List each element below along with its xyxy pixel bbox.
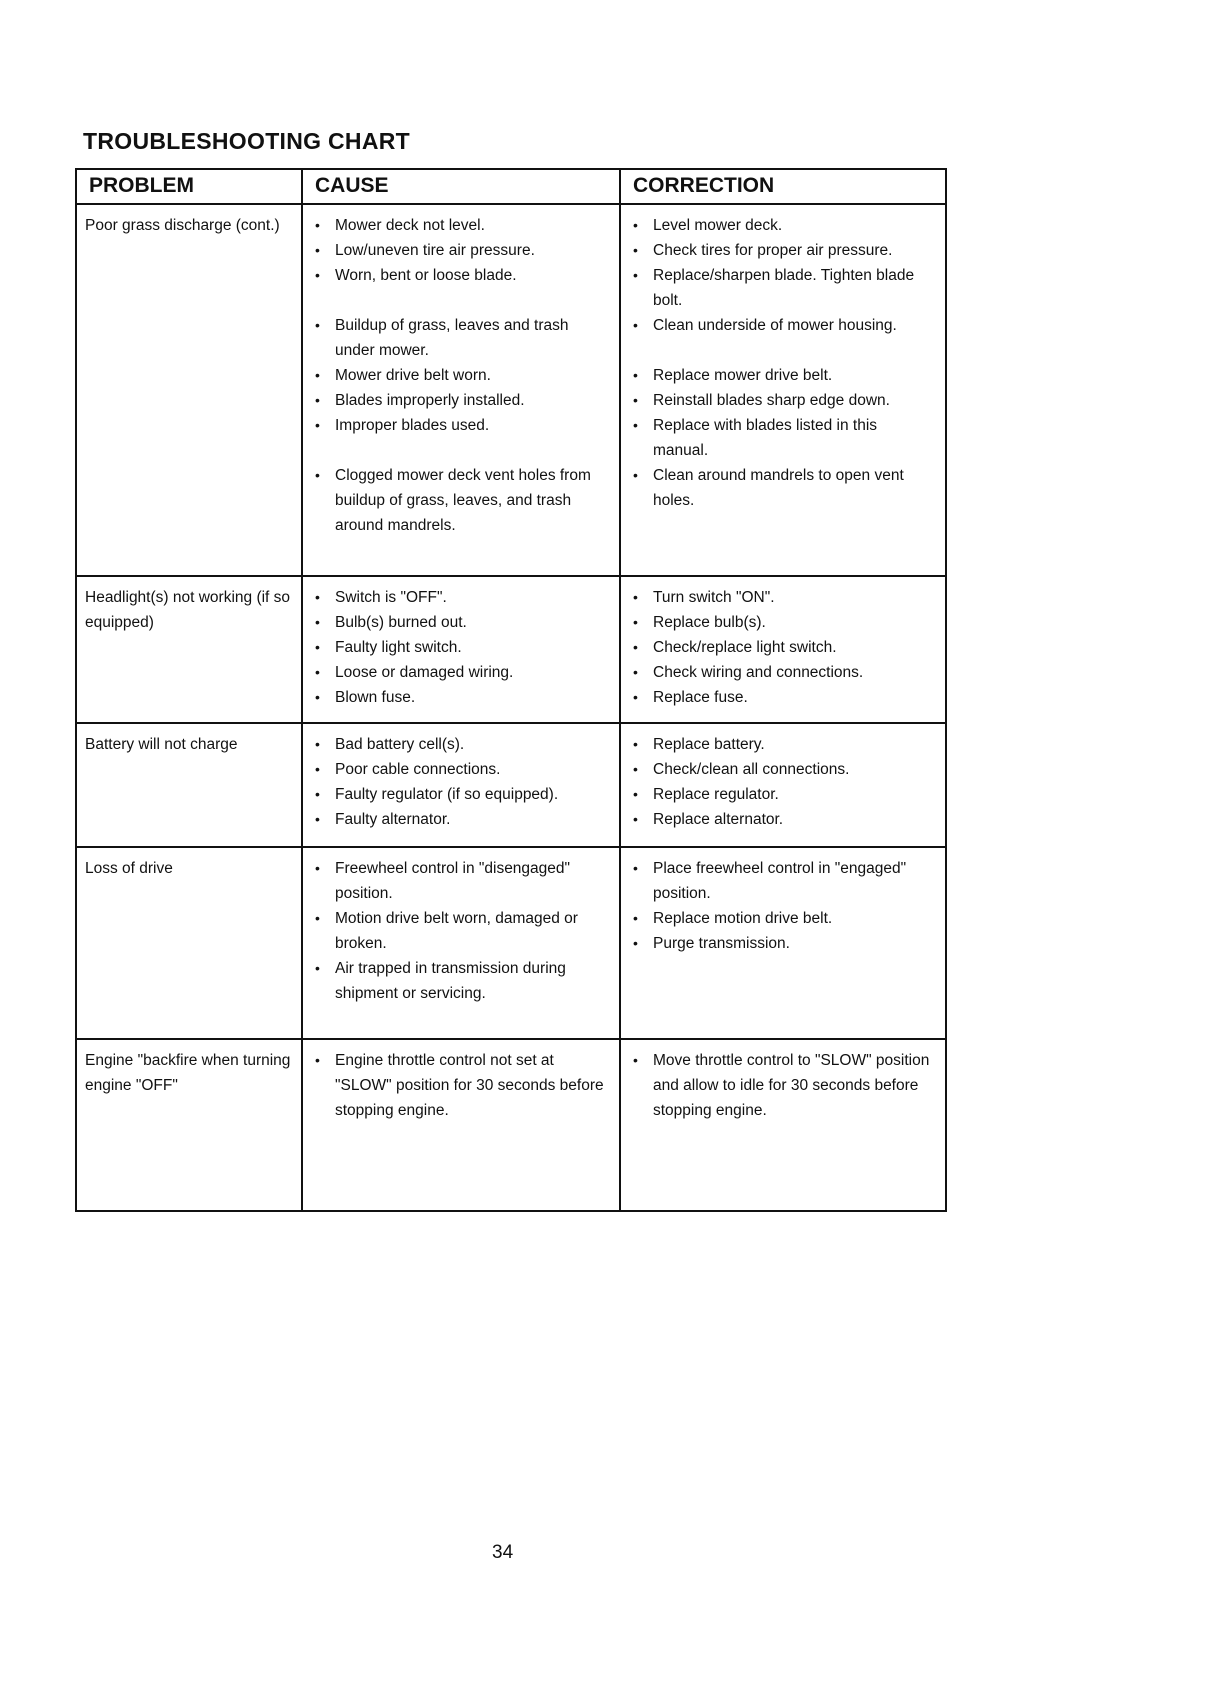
correction-item: • Clean around mandrels to open vent holes. [627,463,935,513]
table-row [76,723,946,847]
correction-item: • Reinstall blades sharp edge down. [627,388,935,413]
problem-cell [76,204,302,576]
page-title: TROUBLESHOOTING CHART [83,128,411,154]
problem-text: Engine "backfire when turning engine "OFF" [85,1052,291,1094]
correction-item: • Purge transmission. [627,931,935,956]
table-row [76,1039,946,1211]
correction-cell [620,204,946,576]
correction-item: • Replace with blades listed in this manual. [627,413,935,463]
cause-item: • Bulb(s) burned out. [309,610,609,635]
cause-item: • Poor cable connections. [309,757,609,782]
correction-item: • Check tires for proper air pressure. [627,238,935,263]
correction-item: • Replace/sharpen blade. Tighten blade bolt. [627,263,935,313]
correction-cell [620,1039,946,1211]
problem-text: Loss of drive [85,860,173,877]
problem-text: Headlight(s) not working (if so equipped) [85,589,291,631]
cause-item: • Switch is "OFF". [309,585,609,610]
cause-cell [302,204,620,576]
cause-item: • Engine throttle control not set at "SLOW" position for 30 seconds before stopping engine. [309,1048,609,1123]
cause-item: • Worn, bent or loose blade. [309,263,609,288]
cause-item: • Faulty regulator (if so equipped). [309,782,609,807]
correction-item: • Turn switch "ON". [627,585,935,610]
cause-item: • Mower drive belt worn. [309,363,609,388]
cause-cell [302,723,620,847]
page-number: 34 [492,1542,514,1563]
correction-item: • Level mower deck. [627,213,935,238]
problem-cell [76,576,302,723]
cause-item: • Clogged mower deck vent holes from buildup of grass, leaves, and trash around mandrels. [309,463,609,538]
cause-item: • Improper blades used. [309,413,609,438]
cause-item: • Mower deck not level. [309,213,609,238]
troubleshooting-table [75,168,947,1212]
correction-item: • Replace bulb(s). [627,610,935,635]
correction-cell [620,847,946,1039]
table-row [76,576,946,723]
correction-item: • Replace alternator. [627,807,935,832]
spacer [627,338,935,363]
cause-item: • Low/uneven tire air pressure. [309,238,609,263]
problem-header: PROBLEM [76,169,302,204]
cause-item: • Air trapped in transmission during shipment or servicing. [309,956,609,1006]
correction-item: • Replace mower drive belt. [627,363,935,388]
cause-cell [302,847,620,1039]
cause-item: • Bad battery cell(s). [309,732,609,757]
table-row [76,847,946,1039]
correction-header: CORRECTION [620,169,946,204]
problem-text: Battery will not charge [85,736,238,753]
correction-item: • Check/clean all connections. [627,757,935,782]
correction-item: • Check wiring and connections. [627,660,935,685]
correction-item: • Clean underside of mower housing. [627,313,935,338]
cause-item: • Freewheel control in "disengaged" position. [309,856,609,906]
problem-cell [76,1039,302,1211]
cause-item: • Blown fuse. [309,685,609,710]
spacer [309,438,609,463]
cause-item: • Loose or damaged wiring. [309,660,609,685]
correction-item: • Replace regulator. [627,782,935,807]
cause-item: • Motion drive belt worn, damaged or broken. [309,906,609,956]
correction-item: • Place freewheel control in "engaged" position. [627,856,935,906]
problem-text: Poor grass discharge (cont.) [85,217,280,234]
correction-item: • Move throttle control to "SLOW" position and allow to idle for 30 seconds before stopping engine. [627,1048,935,1123]
cause-item: • Faulty alternator. [309,807,609,832]
correction-cell [620,576,946,723]
table-row [76,204,946,576]
table-header-row [76,169,946,204]
correction-item: • Replace motion drive belt. [627,906,935,931]
cause-item: • Buildup of grass, leaves and trash under mower. [309,313,609,363]
problem-cell [76,847,302,1039]
cause-cell [302,1039,620,1211]
cause-cell [302,576,620,723]
spacer [309,288,609,313]
cause-header: CAUSE [302,169,620,204]
correction-item: • Check/replace light switch. [627,635,935,660]
correction-item: • Replace fuse. [627,685,935,710]
cause-item: • Blades improperly installed. [309,388,609,413]
problem-cell [76,723,302,847]
cause-item: • Faulty light switch. [309,635,609,660]
correction-item: • Replace battery. [627,732,935,757]
correction-cell [620,723,946,847]
